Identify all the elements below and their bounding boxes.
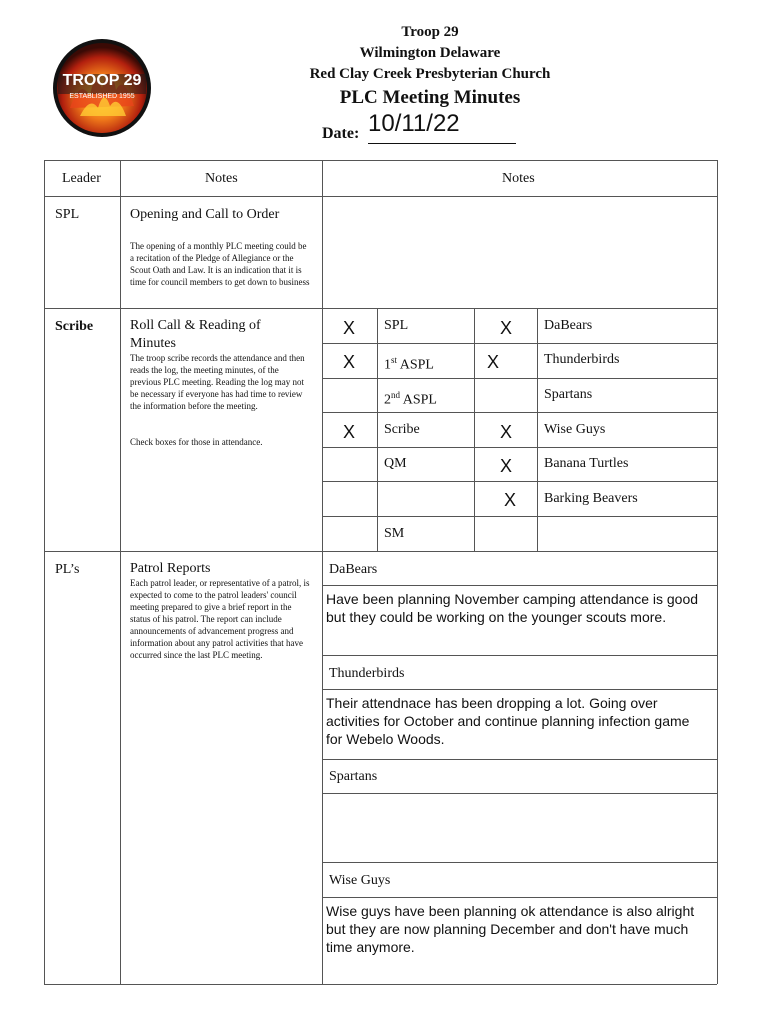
page-title: PLC Meeting Minutes [339, 87, 521, 108]
attendance-checkbox-1st-aspl[interactable]: X [343, 352, 356, 372]
attendance-label-spartans: Spartans [544, 387, 593, 402]
date-label: Date: [322, 125, 360, 142]
attendance-label-dabears: DaBears [544, 318, 593, 333]
attendance-label-wise-guys: Wise Guys [544, 422, 606, 437]
attendance-checkbox-dabears[interactable]: X [500, 318, 513, 338]
patrol-report-name-dabears: DaBears [329, 562, 378, 577]
attendance-label-qm: QM [384, 456, 407, 471]
attendance-checkbox-banana-turtles[interactable]: X [500, 456, 513, 476]
attendance-label-thunderbirds: Thunderbirds [544, 352, 620, 367]
patrol-report-name-thunderbirds: Thunderbirds [329, 666, 405, 681]
patrol-report-note-wise-guys[interactable]: Wise guys have been planning ok attendance is also alright but they are now planning December and don't have much time anymore. [326, 903, 695, 955]
roll-call-title: Roll Call & Reading of Minutes [130, 318, 261, 351]
logo-subtitle: ESTABLISHED 1955 [69, 93, 135, 100]
patrol-report-name-spartans: Spartans [329, 769, 378, 784]
scribe-leader: Scribe [55, 319, 94, 334]
header [270, 22, 590, 111]
troop-logo [50, 38, 154, 138]
patrol-report-note-thunderbirds[interactable]: Their attendnace has been dropping a lot. Going over activities for October and continue planning infection game for Webelo Woods. [326, 695, 690, 747]
patrol-reports-title: Patrol Reports [130, 561, 211, 576]
spl-leader: SPL [55, 207, 80, 222]
opening-title: Opening and Call to Order [130, 207, 280, 222]
attendance-label-spl: SPL [384, 318, 409, 333]
attendance-checkbox-barking-beavers[interactable]: X [504, 490, 517, 510]
opening-description: The opening of a monthly PLC meeting could be a recitation of the Pledge of Allegiance or the Scout Oath and Law. It is an indication that it is time for council members to get down to business [130, 241, 310, 287]
attendance-label-scribe: Scribe [384, 422, 420, 437]
column-notes: Notes [205, 171, 238, 186]
attendance-checkbox-thunderbirds[interactable]: X [487, 352, 500, 372]
attendance-label-banana-turtles: Banana Turtles [544, 456, 629, 471]
logo-title: TROOP 29 [62, 72, 142, 89]
attendance-label-sm: SM [384, 526, 405, 541]
attendance-checkbox-spl[interactable]: X [343, 318, 356, 338]
roll-call-description: The troop scribe records the attendance and then reads the log, the meeting minutes, of the previous PLC meeting. Reading the log may not be necessary if everyone has had time to review the information before the meeting. [130, 353, 305, 411]
pl-leader: PL’s [55, 562, 80, 577]
troop-church: Red Clay Creek Presbyterian Church [309, 66, 551, 82]
date-field[interactable] [368, 143, 516, 144]
attendance-label-2nd-aspl: 2nd ASPL [384, 390, 437, 408]
roll-call-instruction: Check boxes for those in attendance. [130, 437, 263, 447]
patrol-reports-description: Each patrol leader, or representative of a patrol, is expected to come to the patrol leaders' council meeting prepared to give a brief report in the status of his patrol. The report can include announcements of advancement progress and information about any patrol activities that have occurred since the last PLC meeting. [130, 578, 310, 660]
patrol-report-name-wise-guys: Wise Guys [329, 873, 391, 888]
date-value[interactable]: 10/11/22 [368, 110, 460, 137]
column-notes-2: Notes [502, 171, 535, 186]
troop-location: Wilmington Delaware [359, 45, 501, 61]
attendance-checkbox-scribe[interactable]: X [343, 422, 356, 442]
attendance-label-barking-beavers: Barking Beavers [544, 491, 638, 506]
attendance-checkbox-wise-guys[interactable]: X [500, 422, 513, 442]
attendance-label-1st-aspl: 1st ASPL [384, 355, 434, 373]
column-leader: Leader [62, 171, 101, 186]
patrol-report-note-dabears[interactable]: Have been planning November camping attendance is good but they could be working on the younger scouts more. [326, 591, 699, 625]
troop-name: Troop 29 [401, 24, 459, 40]
